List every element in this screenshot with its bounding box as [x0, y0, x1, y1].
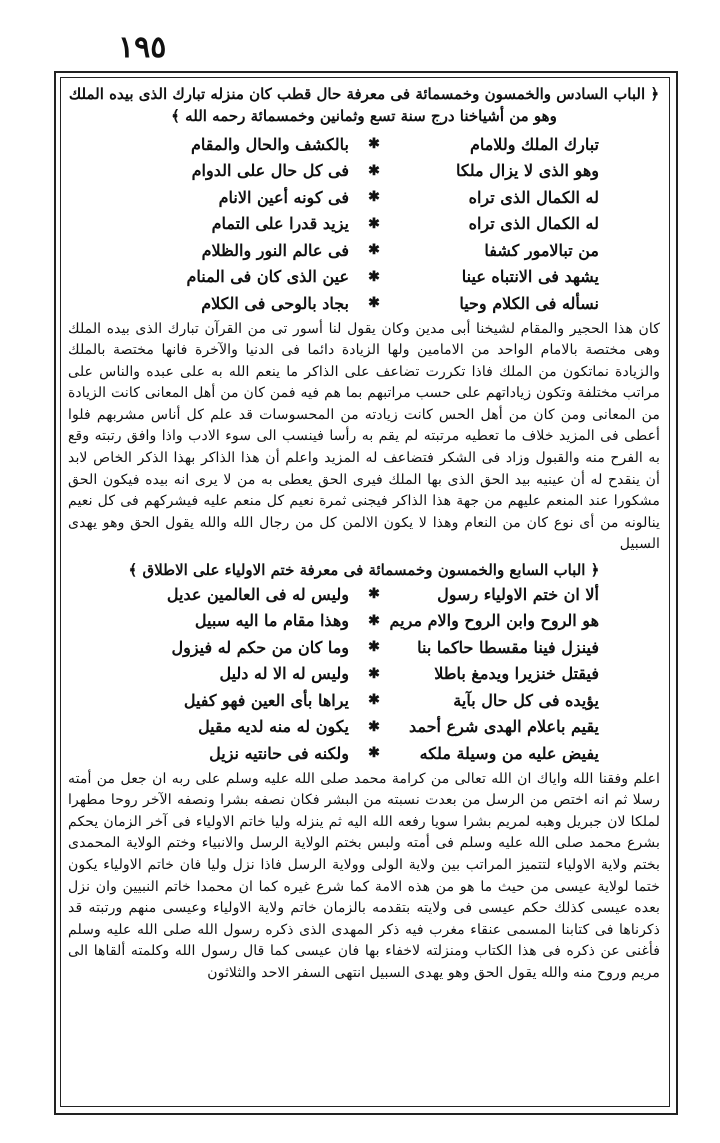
- verse: [129, 634, 599, 661]
- chapter-title: ﴿ الباب السابع والخمسون وخمسمائة فی معرفة ختم الاولیاء علی الاطلاق ﴾: [128, 561, 600, 580]
- verse: [129, 581, 599, 608]
- verse: [129, 714, 599, 741]
- star-separator-icon: ✱: [368, 189, 380, 206]
- hemistich: یراها بأی العین فهو کفیل: [183, 690, 349, 710]
- poem: [129, 131, 599, 317]
- star-separator-icon: ✱: [368, 692, 380, 709]
- star-separator-icon: ✱: [368, 268, 380, 285]
- page-content: [68, 84, 660, 1094]
- verse: [129, 264, 599, 291]
- hemistich: یکون له منه لدیه مقیل: [198, 717, 349, 737]
- paragraph: اعلم وفقنا الله وایاك ان الله تعالی من کرامة محمد صلی الله علیه وسلم علی ربه ان جعل من أمته رسلا ثم انه اختص من الرسل من بعدت نسبته من البشر فکان نصفه بشرا ونصفه الآخر روحا مطهرا لملکا لان جبریل وهبه لمریم بشرا سویا رفعه الله الیه ثم ینزله ولیا خاتم الاولیاء فی آخر الزمان یحکم بشرع محمد صلی الله علیه وسلم فی أمته ولبس بختم الولایة الرسل والانبیاء وختم الولایة المحمدی بختم ولایة الاولیاء لتتمیز المراتب بین ولایة الولی وولایة الرسل فاذا نزل ولیا فان خاتم الاولیاء یکون ختما لولایة عیسی من حیث ما هو من هذه الامة کما شرع غیره کما ان محمدا خاتم النبیین وان نزل بعده عیسی کذلك حکم عیسی فی ولایته بتقدمه بالزمان خاتم ولایة الاولیاء وعیسی منهم ورتبته قد ذکرناها فی کتابنا المسمی عنقاء مغرب فیه ذکر المهدی الذی ذکره رسول الله صلی الله علیه وسلم فأغنی عن ذکره فی هذا الکتاب ومنزلته لاخفاء بها فان عیسی کما قال رسول الله وکلمته ألقاها الی مریم وروح منه والله یقول الحق وهو یهدی السبیل انتهی السفر الاحد والثلاثون: [68, 770, 660, 981]
- hemistich: ولکنه فی حانتیه نزیل: [209, 743, 349, 763]
- hemistich: فی کونه أعین الانام: [218, 187, 349, 207]
- star-separator-icon: ✱: [368, 586, 380, 603]
- hemistich: عین الذی کان فی المنام: [186, 267, 349, 287]
- hemistich: ولیس له فی العالمین عدیل: [166, 584, 349, 604]
- hemistich: نسأله فی الکلام وحیا: [459, 293, 599, 313]
- hemistich: بجاد بالوحی فی الکلام: [201, 293, 349, 313]
- verse: [129, 687, 599, 714]
- star-separator-icon: ✱: [368, 718, 380, 735]
- hemistich: وهذا مقام ما الیه سبیل: [194, 611, 349, 631]
- hemistich: وهو الذی لا یزال ملکا: [455, 161, 599, 181]
- hemistich: فی عالم النور والظلام: [201, 240, 349, 260]
- hemistich: له الکمال الذی تراه: [468, 214, 599, 234]
- star-separator-icon: ✱: [368, 242, 380, 259]
- star-separator-icon: ✱: [368, 295, 380, 312]
- page-number: ١٩٥: [118, 30, 167, 65]
- star-separator-icon: ✱: [368, 612, 380, 629]
- star-separator-icon: ✱: [368, 745, 380, 762]
- hemistich: یؤیده فی کل حال بآیة: [453, 690, 599, 710]
- verse: [129, 131, 599, 158]
- hemistich: فیقتل خنزیرا ویدمغ باطلا: [434, 664, 599, 684]
- chapter-subtitle: وهو من أشیاخنا درج سنة تسع وثمانین وخمسمائة رحمه الله ﴾: [171, 107, 557, 125]
- verse: [129, 211, 599, 238]
- star-separator-icon: ✱: [368, 639, 380, 656]
- hemistich: هو الروح وابن الروح والام مریم: [389, 611, 599, 631]
- verse: [129, 608, 599, 635]
- hemistich: یفیض علیه من وسیلة ملکه: [419, 743, 599, 763]
- chapter-title: ﴿ الباب السادس والخمسون وخمسمائة فی معرفة حال قطب کان منزله تبارك الذی بیده الملك: [68, 85, 660, 103]
- star-separator-icon: ✱: [368, 215, 380, 232]
- hemistich: ألا ان ختم الاولیاء رسول: [437, 584, 599, 604]
- star-separator-icon: ✱: [368, 136, 380, 153]
- poem: [129, 581, 599, 767]
- hemistich: وما کان من حکم له فیزول: [171, 637, 349, 657]
- paragraph: کان هذا الحجیر والمقام لشیخنا أبی مدین وکان یقول لنا أسور تی من القرآن تبارك الذی بیده الملك وهی مختصة بالامام الواحد من الامامین ولها الزیادة دائما فی الدنیا والآخرة فانها مختصة بالملك والزیادة نماتکون من الملك فاذا تکررت تضاعف علی الذاکر ما ینعم الله به علی عبده والناس علی مراتب مختلفة وتکون زیاداتهم علی حسب مراتبهم بما هم فیه فمن کان من أهل المعانی کانت الزیادة من المعانی ومن کان من أهل الحس کانت زیادته من المحسوسات قد علم کل أناس مشربهم فلوا أعطی فی المزید خلاف ما تعطیه مرتبته لم یقم به رأسا فینسب الی سوء الادب واذا وافق رتبته وقع به الفرح منه والقبول وزاد فی الشکر فتضاعف له المزید واعلم أن هذا الذاکر بهذا الذکر الخاص لابد أن ینقدح له أن عینیه بید الحق الذی بها الملك فیری الحق یعطی به من لا یری انه بیده فیکون الحق مشکورا عند المنعم علیهم من جهة هذا الذاکر فیجنی ثمرة نعیم کل منعم علیه فیشرکهم فی کل نعیم ینالونه من أی نوع کان من النعام وهذا لا یکون الالمن کل من رجال الله والله یقول الحق وهو یهدی السبیل: [68, 320, 660, 553]
- verse: [129, 290, 599, 317]
- hemistich: له الکمال الذی تراه: [468, 187, 599, 207]
- hemistich: بالکشف والحال والمقام: [190, 134, 349, 154]
- hemistich: ولیس له الا له دلیل: [219, 664, 349, 684]
- verse: [129, 740, 599, 767]
- hemistich: من تبالامور کشفا: [484, 240, 599, 260]
- hemistich: یقیم باعلام الهدی شرع أحمد: [408, 717, 599, 737]
- chapter-body: [68, 769, 660, 985]
- chapter-body: [68, 319, 660, 557]
- verse: [129, 661, 599, 688]
- verse: [129, 158, 599, 185]
- verse: [129, 184, 599, 211]
- hemistich: یزید قدرا علی التمام: [211, 214, 349, 234]
- star-separator-icon: ✱: [368, 162, 380, 179]
- hemistich: تبارك الملك وللامام: [469, 134, 599, 154]
- hemistich: یشهد فی الانتباه عینا: [461, 267, 599, 287]
- star-separator-icon: ✱: [368, 665, 380, 682]
- verse: [129, 237, 599, 264]
- hemistich: فی کل حال علی الدوام: [191, 161, 349, 181]
- hemistich: فینزل فینا مقسطا حاکما بنا: [417, 637, 599, 657]
